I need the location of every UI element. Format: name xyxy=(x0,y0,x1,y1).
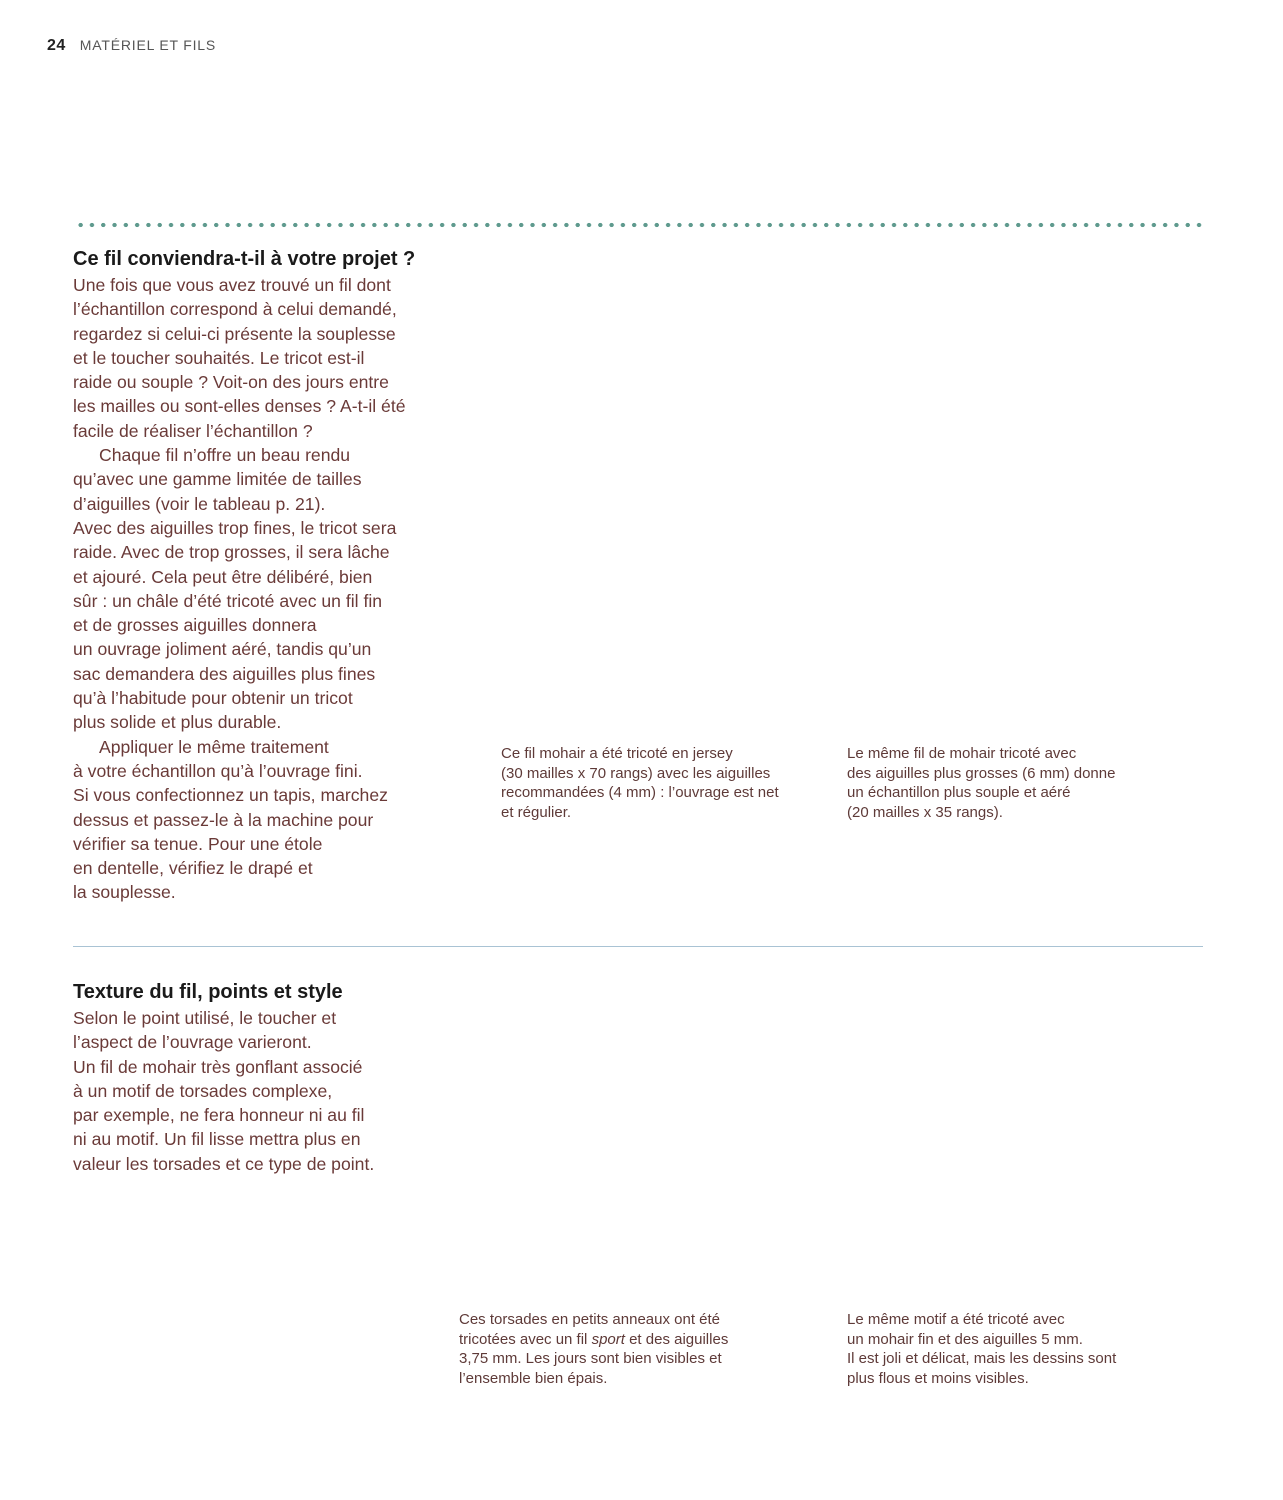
text-line: Appliquer le même traitement xyxy=(99,736,329,757)
text-line: Selon le point utilisé, le toucher et xyxy=(73,1008,337,1028)
text-line: l’échantillon correspond à celui demandé, xyxy=(73,299,397,320)
text-line: d’aiguilles (voir le tableau p. 21). xyxy=(73,493,326,514)
text-line: Si vous confectionnez un tapis, marchez xyxy=(73,785,388,806)
dotted-divider xyxy=(75,222,1207,228)
text-line: raide ou souple ? Voit-on des jours entre xyxy=(73,372,389,393)
section-title: MATÉRIEL ET FILS xyxy=(79,37,217,53)
photo-caption xyxy=(501,744,779,823)
text-line: qu’à l’habitude pour obtenir un tricot xyxy=(73,688,353,709)
text-line: qu’avec une gamme limitée de tailles xyxy=(73,469,362,490)
caption-line: l’ensemble bien épais. xyxy=(459,1370,608,1388)
text-line: un mohair fin et des aiguilles 5 mm. xyxy=(847,1330,1083,1348)
text-line: par exemple, ne fera honneur ni au fil xyxy=(73,1105,365,1126)
text-line: à votre échantillon qu’à l’ouvrage fini. xyxy=(73,760,363,781)
text-line: Chaque fil n’offre un beau rendu xyxy=(99,445,351,466)
text-line: et le toucher souhaités. Le tricot est-il xyxy=(73,347,365,368)
text-line: sac demandera des aiguilles plus fines xyxy=(73,663,376,684)
photo-caption xyxy=(847,1310,1116,1389)
photo-caption xyxy=(459,1310,728,1389)
text-line: et régulier. xyxy=(501,804,572,822)
text-line: Le même motif a été tricoté avec xyxy=(847,1311,1065,1328)
text-line: facile de réaliser l’échantillon ? xyxy=(73,420,313,441)
text-line: Ce fil mohair a été tricoté en jersey xyxy=(501,745,733,762)
text-line: Le même fil de mohair tricoté avec xyxy=(847,745,1077,762)
text-line: (20 mailles x 35 rangs). xyxy=(847,804,1003,822)
caption-text: tricotées avec un fil xyxy=(459,1330,592,1348)
text-line: et de grosses aiguilles donnera xyxy=(73,615,317,636)
text-line: Avec des aiguilles trop fines, le tricot sera xyxy=(73,517,397,538)
section-heading: Texture du fil, points et style xyxy=(73,981,343,1003)
section-body xyxy=(73,273,406,905)
text-line: en dentelle, vérifiez le drapé et xyxy=(73,858,313,879)
text-line: plus flous et moins visibles. xyxy=(847,1370,1029,1388)
section-heading: Ce fil conviendra-t-il à votre projet ? xyxy=(73,248,416,270)
caption-italic: sport xyxy=(591,1330,625,1348)
page-number: 24 xyxy=(47,37,66,54)
text-line: Un fil de mohair très gonflant associé xyxy=(73,1056,363,1077)
text-line: valeur les torsades et ce type de point. xyxy=(73,1153,375,1174)
text-line: recommandées (4 mm) : l’ouvrage est net xyxy=(501,784,779,802)
text-line: des aiguilles plus grosses (6 mm) donne xyxy=(847,764,1116,782)
section-divider xyxy=(73,946,1203,947)
text-line: (30 mailles x 70 rangs) avec les aiguilles xyxy=(501,764,771,782)
caption-line: 3,75 mm. Les jours sont bien visibles et xyxy=(459,1350,722,1368)
text-line: plus solide et plus durable. xyxy=(73,712,282,733)
text-line: regardez si celui-ci présente la souplesse xyxy=(73,323,396,344)
text-line: raide. Avec de trop grosses, il sera lâche xyxy=(73,542,390,563)
running-header xyxy=(47,37,216,55)
text-line: à un motif de torsades complexe, xyxy=(73,1080,333,1101)
caption-text: et des aiguilles xyxy=(624,1330,729,1348)
caption-line: Ces torsades en petits anneaux ont été xyxy=(459,1311,721,1328)
photo-caption xyxy=(847,744,1115,823)
text-line: dessus et passez-le à la machine pour xyxy=(73,809,374,830)
text-line: sûr : un châle d’été tricoté avec un fil fin xyxy=(73,590,383,611)
text-line: les mailles ou sont-elles denses ? A-t-il été xyxy=(73,396,406,417)
text-line: un échantillon plus souple et aéré xyxy=(847,784,1071,802)
text-line: la souplesse. xyxy=(73,882,176,903)
section-body xyxy=(73,1006,374,1176)
text-line: l’aspect de l’ouvrage varieront. xyxy=(73,1032,312,1053)
caption-line xyxy=(459,1330,728,1350)
text-line: et ajouré. Cela peut être délibéré, bien xyxy=(73,566,373,587)
text-line: Il est joli et délicat, mais les dessins sont xyxy=(847,1350,1117,1368)
text-line: ni au motif. Un fil lisse mettra plus en xyxy=(73,1129,361,1150)
text-line: un ouvrage joliment aéré, tandis qu’un xyxy=(73,639,372,660)
text-line: Une fois que vous avez trouvé un fil dont xyxy=(73,275,391,295)
text-line: vérifier sa tenue. Pour une étole xyxy=(73,833,323,854)
